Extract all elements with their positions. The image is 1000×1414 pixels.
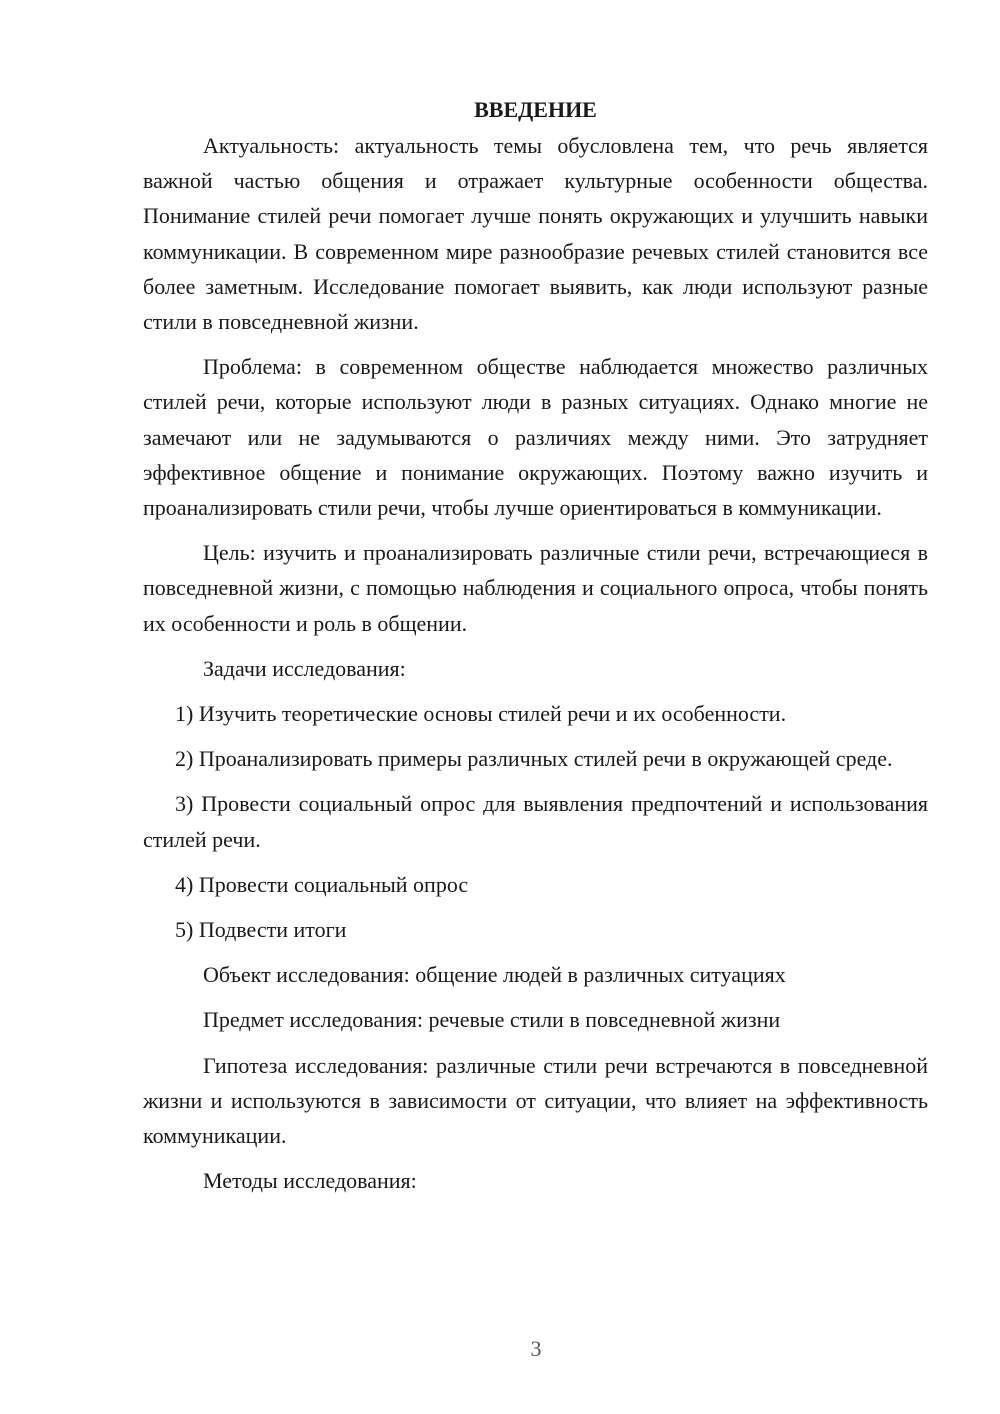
task-item-4: 4) Провести социальный опрос bbox=[175, 871, 469, 897]
document-page bbox=[143, 92, 928, 1208]
paragraph-relevance: Актуальность: актуальность темы обусловлена тем, что речь является важной частью общения и отражает культурные особенности общества. Понимание стилей речи помогает лучше понять окружающих и улучшить навыки коммуникации. В современном мире разнообразие речевых стилей становится все более заметным. Исследование помогает выявить, как люди используют разные стили в повседневной жизни. bbox=[143, 133, 928, 335]
paragraph-goal: Цель: изучить и проанализировать различные стили речи, встречающиеся в повседневной жизни, с помощью наблюдения и социального опроса, чтобы понять их особенности и роль в общении. bbox=[143, 540, 928, 636]
research-subject: Предмет исследования: речевые стили в повседневной жизни bbox=[203, 1007, 781, 1033]
page-number: 3 bbox=[530, 1336, 542, 1361]
paragraph-problem: Проблема: в современном обществе наблюдается множество различных стилей речи, которые используют люди в разных ситуациях. Однако многие не замечают или не задумываются о различиях между ними. Это затрудняет эффективное общение и понимание окружающих. Поэтому важно изучить и проанализировать стили речи, чтобы лучше ориентироваться в коммуникации. bbox=[143, 354, 928, 521]
research-object: Объект исследования: общение людей в различных ситуациях bbox=[203, 962, 786, 988]
task-item-5: 5) Подвести итоги bbox=[175, 917, 347, 943]
task-item-3: 3) Провести социальный опрос для выявления предпочтений и использования стилей речи. bbox=[143, 791, 928, 852]
research-hypothesis: Гипотеза исследования: различные стили речи встречаются в повседневной жизни и используются в зависимости от ситуации, что влияет на эффективность коммуникации. bbox=[143, 1052, 928, 1149]
tasks-heading: Задачи исследования: bbox=[203, 655, 406, 681]
task-item-1: 1) Изучить теоретические основы стилей речи и их особенности. bbox=[175, 701, 787, 727]
task-item-2: 2) Проанализировать примеры различных стилей речи в окружающей среде. bbox=[175, 746, 893, 772]
document-title: ВВЕДЕНИЕ bbox=[474, 97, 597, 122]
methods-heading: Методы исследования: bbox=[203, 1168, 417, 1194]
